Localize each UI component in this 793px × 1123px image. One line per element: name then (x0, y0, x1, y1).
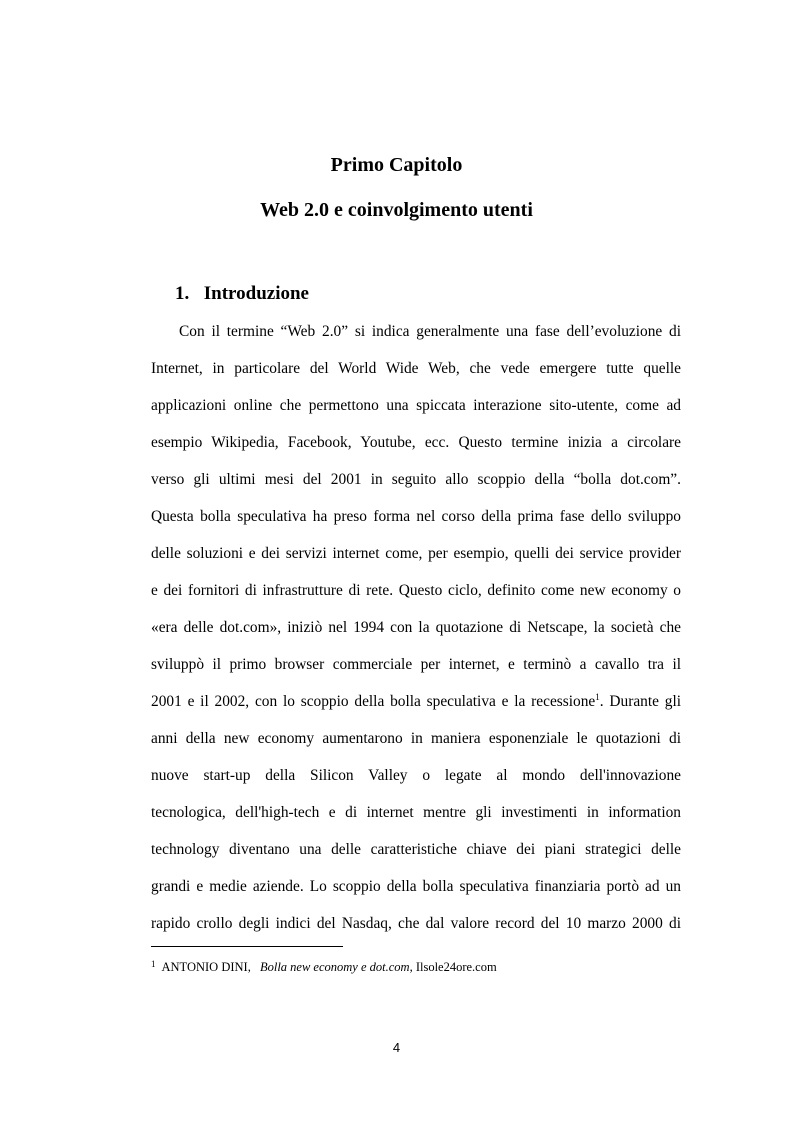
page-number: 4 (392, 1040, 401, 1055)
text-line: e dei fornitori di infrastrutture di rete. Questo ciclo, definito come new economy o (151, 582, 681, 599)
text-line: applicazioni online che permettono una spiccata interazione sito-utente, come ad (151, 397, 681, 414)
text-line: nuove start-up della Silicon Valley o legate al mondo dell'innovazione (151, 767, 681, 784)
text-line: Questa bolla speculativa ha preso forma nel corso della prima fase dello sviluppo (151, 508, 681, 525)
text-line: delle soluzioni e dei servizi internet come, per esempio, quelli dei service provider (151, 545, 681, 562)
text-line: rapido crollo degli indici del Nasdaq, che dal valore record del 10 marzo 2000 di (151, 915, 681, 932)
section-heading (175, 282, 309, 306)
text-line: Internet, in particolare del World Wide Web, che vede emergere tutte quelle (151, 360, 681, 377)
text-line: sviluppò il primo browser commerciale per internet, e terminò a cavallo tra il (151, 656, 681, 673)
body-paragraph (151, 313, 681, 942)
footnote-title: Bolla new economy e dot.com, (259, 960, 413, 974)
text-line: verso gli ultimi mesi del 2001 in seguito allo scoppio della “bolla dot.com”. (151, 471, 681, 488)
text-line: technology diventano una delle caratteristiche chiave dei piani strategici delle (151, 841, 681, 858)
footnote-divider (151, 946, 343, 947)
text-line: «era delle dot.com», iniziò nel 1994 con la quotazione di Netscape, la società che (151, 619, 681, 636)
text-line: Con il termine “Web 2.0” si indica generalmente una fase dell’evoluzione di (179, 323, 681, 340)
text-segment: . Durante gli (599, 693, 682, 710)
text-segment: 2001 e il 2002, con lo scoppio della bolla speculativa e la recessione (151, 693, 596, 710)
footnote-number: 1 (151, 959, 156, 969)
text-line: anni della new economy aumentarono in maniera esponenziale le quotazioni di (151, 730, 681, 747)
text-line: esempio Wikipedia, Facebook, Youtube, ecc. Questo termine inizia a circolare (151, 434, 681, 451)
text-line: tecnologica, dell'high-tech e di internet mentre gli investimenti in information (151, 804, 681, 821)
footnote-author: ANTONIO DINI, (161, 960, 251, 974)
text-line-with-footnote (151, 683, 681, 720)
text-line: grandi e medie aziende. Lo scoppio della bolla speculativa finanziaria portò ad un (151, 878, 681, 895)
footnote-source: Ilsole24ore.com (415, 960, 497, 974)
section-title: Introduzione (203, 283, 309, 304)
footnote-reference[interactable]: 1 (595, 692, 600, 702)
footnote (151, 955, 497, 976)
chapter-label: Primo Capitolo (330, 154, 463, 176)
section-number: 1. (175, 283, 190, 304)
chapter-title: Web 2.0 e coinvolgimento utenti (260, 199, 533, 221)
